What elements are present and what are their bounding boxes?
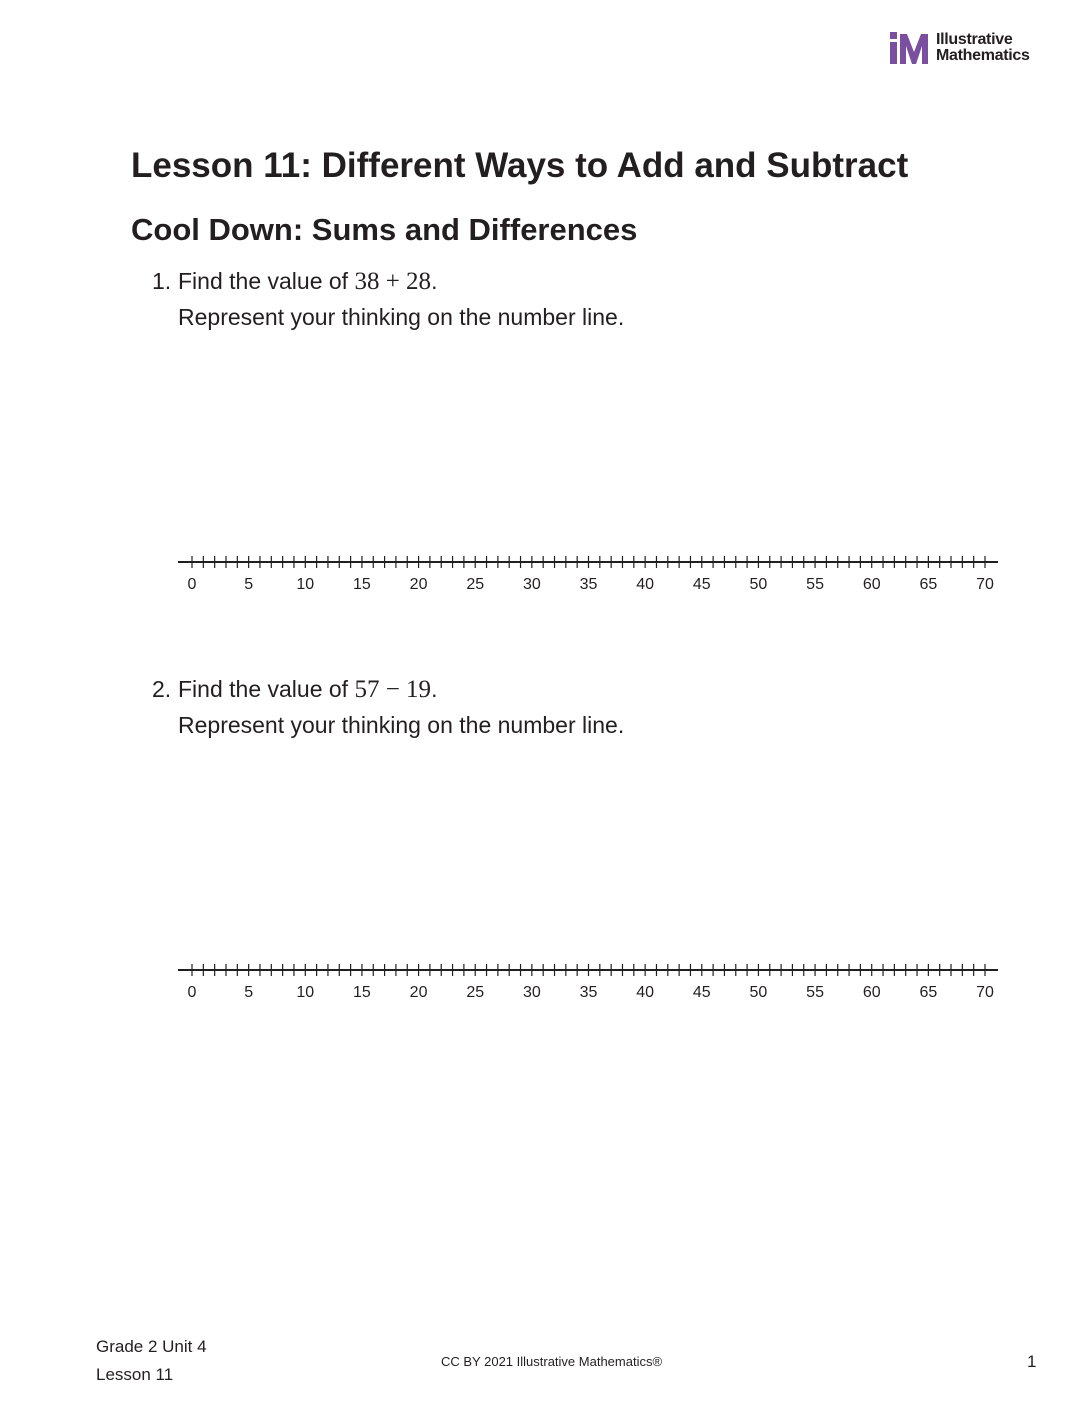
question-2-expression: 57 − 19 xyxy=(354,676,432,703)
number-line-2-svg xyxy=(178,958,1002,1008)
number-line-tick-label: 60 xyxy=(862,984,881,1001)
question-2-instruction: Represent your thinking on the number line. xyxy=(178,712,625,738)
illustrative-mathematics-logo xyxy=(890,32,1050,68)
number-line-tick-label: 45 xyxy=(692,984,711,1001)
number-line-tick-label: 30 xyxy=(522,984,541,1001)
number-line-tick-label: 15 xyxy=(353,984,371,1001)
footer-lesson: Lesson 11 xyxy=(96,1365,174,1384)
number-line-tick-label: 65 xyxy=(919,984,938,1001)
number-line-tick-label: 35 xyxy=(579,576,598,593)
number-line-1 xyxy=(178,550,1002,600)
number-line-tick-label: 25 xyxy=(466,576,485,593)
question-1-prompt-suffix: . xyxy=(431,268,438,294)
logo-line2: Mathematics xyxy=(936,47,1030,64)
question-2-prompt xyxy=(178,674,437,705)
number-line-tick-label: 10 xyxy=(296,576,315,593)
question-2-prompt-prefix: Find the value of xyxy=(178,676,355,702)
number-line-tick-label: 5 xyxy=(244,576,254,593)
number-line-tick-label: 0 xyxy=(187,984,197,1001)
number-line-tick-label: 20 xyxy=(409,984,428,1001)
number-line-tick-label: 50 xyxy=(749,984,768,1001)
footer-page-number: 1 xyxy=(1027,1352,1037,1371)
number-line-tick-label: 45 xyxy=(692,576,711,593)
number-line-tick-label: 55 xyxy=(806,984,824,1001)
number-line-tick-label: 55 xyxy=(806,576,824,593)
number-line-tick-label: 60 xyxy=(862,576,881,593)
footer-license: CC BY 2021 Illustrative Mathematics® xyxy=(441,1354,663,1369)
cooldown-title: Cool Down: Sums and Differences xyxy=(131,212,638,247)
number-line-tick-label: 15 xyxy=(353,576,371,593)
im-logo-mark-icon xyxy=(890,32,930,66)
number-line-tick-label: 10 xyxy=(296,984,315,1001)
lesson-title: Lesson 11: Different Ways to Add and Subtract xyxy=(131,146,909,185)
question-1-prompt-prefix: Find the value of xyxy=(178,268,355,294)
number-line-tick-label: 25 xyxy=(466,984,485,1001)
number-line-tick-label: 65 xyxy=(919,576,938,593)
number-line-tick-label: 40 xyxy=(636,576,655,593)
number-line-1-svg xyxy=(178,550,1002,600)
number-line-tick-label: 50 xyxy=(749,576,768,593)
question-1-instruction: Represent your thinking on the number line. xyxy=(178,304,625,330)
number-line-tick-label: 20 xyxy=(409,576,428,593)
question-2-prompt-suffix: . xyxy=(431,676,438,702)
question-1-prompt xyxy=(178,266,437,297)
question-1-number: 1. xyxy=(152,268,172,294)
question-2-number: 2. xyxy=(152,676,172,702)
number-line-tick-label: 70 xyxy=(976,984,994,1001)
number-line-tick-label: 70 xyxy=(976,576,994,593)
number-line-2 xyxy=(178,958,1002,1008)
number-line-tick-label: 40 xyxy=(636,984,655,1001)
footer-grade-unit: Grade 2 Unit 4 xyxy=(96,1337,207,1356)
logo-wordmark xyxy=(936,32,1030,64)
logo-line1: Illustrative xyxy=(936,31,1013,48)
number-line-tick-label: 30 xyxy=(522,576,541,593)
question-1-expression: 38 + 28 xyxy=(354,268,432,295)
number-line-tick-label: 0 xyxy=(187,576,197,593)
number-line-tick-label: 5 xyxy=(244,984,254,1001)
number-line-tick-label: 35 xyxy=(579,984,598,1001)
